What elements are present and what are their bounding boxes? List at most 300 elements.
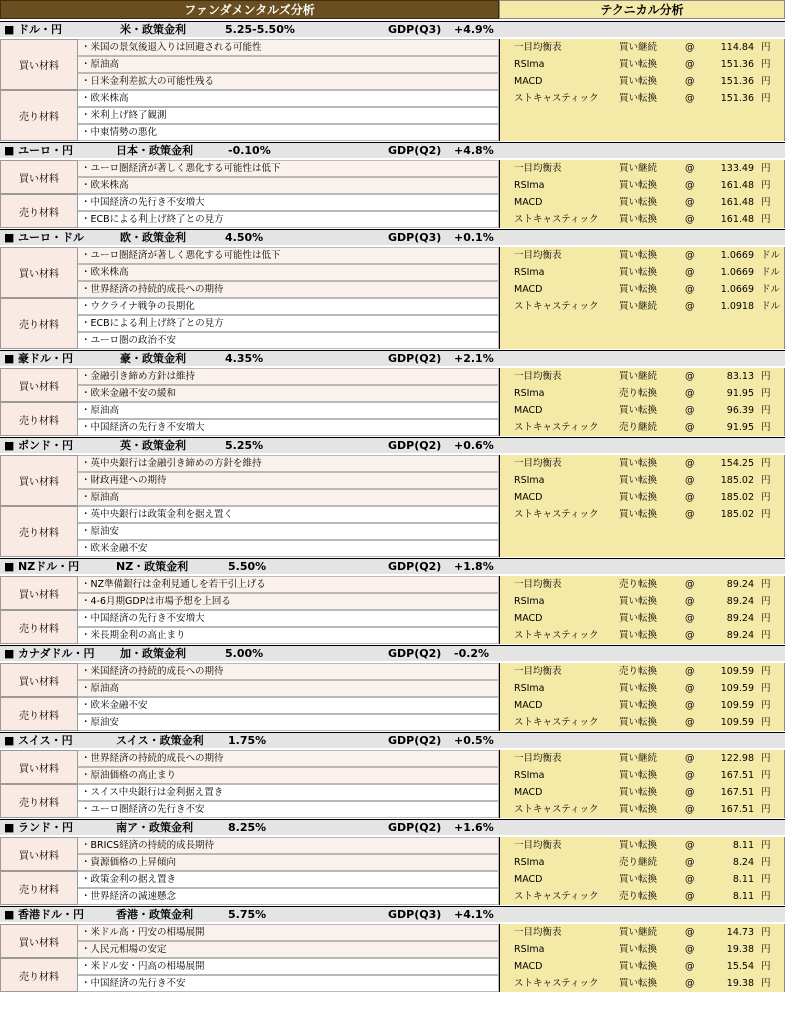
indicator-name: RSIma	[514, 944, 545, 955]
policy-label: 加・政策金利	[120, 647, 186, 660]
signal-value: 買い転換	[619, 492, 658, 503]
sell-material-item: ・原油安	[78, 523, 499, 540]
indicator-name: MACD	[514, 405, 543, 416]
technical-row	[500, 767, 785, 784]
gdp-label: GDP(Q2)	[388, 734, 442, 747]
pair-name: ランド・円	[18, 821, 73, 834]
buy-material-item: ・原油高	[78, 489, 499, 506]
sell-materials-label: 売り材料	[0, 610, 78, 644]
indicator-name: ストキャスティック	[514, 422, 599, 433]
signal-value: 売り転換	[619, 579, 658, 590]
price-unit: 円	[761, 197, 771, 208]
signal-value: 買い継続	[619, 927, 658, 938]
indicator-name: MACD	[514, 492, 543, 503]
buy-materials-label: 買い材料	[0, 576, 78, 610]
price-value: 89.24	[726, 613, 754, 624]
at-sign: @	[685, 197, 695, 208]
technical-row	[500, 680, 785, 697]
at-sign: @	[685, 163, 695, 174]
signal-value: 買い転換	[619, 770, 658, 781]
pair-name: カナダドル・円	[18, 647, 95, 660]
buy-material-item: ・原油高	[78, 680, 499, 697]
technical-row	[500, 489, 785, 506]
technical-row	[500, 402, 785, 419]
at-sign: @	[685, 579, 695, 590]
pair-title-bar	[0, 819, 785, 835]
indicator-name: ストキャスティック	[514, 214, 599, 225]
signal-value: 買い転換	[619, 874, 658, 885]
at-sign: @	[685, 944, 695, 955]
indicator-name: ストキャスティック	[514, 804, 599, 815]
pair-name: ドル・円	[18, 23, 62, 36]
price-value: 1.0669	[720, 284, 754, 295]
at-sign: @	[685, 301, 695, 312]
indicator-name: ストキャスティック	[514, 630, 599, 641]
technical-panel	[499, 576, 785, 644]
price-unit: 円	[761, 717, 771, 728]
price-unit: 円	[761, 76, 771, 87]
technical-header: テクニカル分析	[499, 0, 785, 19]
at-sign: @	[685, 630, 695, 641]
price-value: 19.38	[726, 944, 754, 955]
technical-row	[500, 750, 785, 767]
buy-material-item: ・米国経済の持続的成長への期待	[78, 663, 499, 680]
price-unit: 円	[761, 458, 771, 469]
policy-rate: 8.25%	[228, 821, 267, 834]
pair-name: ユーロ・円	[18, 144, 73, 157]
technical-panel	[499, 39, 785, 141]
indicator-name: MACD	[514, 700, 543, 711]
at-sign: @	[685, 666, 695, 677]
policy-label: 豪・政策金利	[120, 352, 186, 365]
buy-material-item: ・資源価格の上昇傾向	[78, 854, 499, 871]
price-unit: 円	[761, 214, 771, 225]
price-value: 185.02	[720, 492, 754, 503]
sell-material-item: ・中国経済の先行き不安増大	[78, 419, 499, 436]
price-unit: ドル	[761, 267, 781, 278]
technical-row	[500, 281, 785, 298]
signal-value: 買い継続	[619, 42, 658, 53]
indicator-name: 一目均衡表	[514, 42, 562, 53]
indicator-name: ストキャスティック	[514, 301, 599, 312]
signal-value: 買い転換	[619, 944, 658, 955]
sell-materials-label: 売り材料	[0, 784, 78, 818]
policy-label: 南ア・政策金利	[116, 821, 193, 834]
policy-label: 日本・政策金利	[116, 144, 193, 157]
price-value: 15.54	[726, 961, 754, 972]
signal-value: 売り継続	[619, 857, 658, 868]
at-sign: @	[685, 284, 695, 295]
pair-title-bar	[0, 645, 785, 661]
indicator-name: ストキャスティック	[514, 978, 599, 989]
signal-value: 買い継続	[619, 371, 658, 382]
buy-material-item: ・欧米株高	[78, 177, 499, 194]
at-sign: @	[685, 700, 695, 711]
price-value: 91.95	[726, 388, 754, 399]
gdp-label: GDP(Q2)	[388, 144, 442, 157]
indicator-name: 一目均衡表	[514, 163, 562, 174]
price-value: 8.11	[732, 874, 754, 885]
indicator-name: MACD	[514, 874, 543, 885]
signal-value: 買い転換	[619, 59, 658, 70]
policy-rate: -0.10%	[228, 144, 271, 157]
technical-row	[500, 90, 785, 107]
buy-material-item: ・世界経済の持続的成長への期待	[78, 750, 499, 767]
at-sign: @	[685, 717, 695, 728]
technical-row	[500, 247, 785, 264]
price-value: 154.25	[720, 458, 754, 469]
technical-row	[500, 160, 785, 177]
price-value: 8.11	[732, 840, 754, 851]
sell-material-item: ・ECBによる利上げ終了との見方	[78, 211, 499, 228]
pair-name: スイス・円	[18, 734, 73, 747]
technical-row	[500, 298, 785, 315]
price-unit: 円	[761, 388, 771, 399]
marker-icon: ■	[4, 23, 15, 36]
signal-value: 買い転換	[619, 961, 658, 972]
gdp-label: GDP(Q2)	[388, 352, 442, 365]
indicator-name: RSIma	[514, 180, 545, 191]
pair-title-bar	[0, 21, 785, 37]
pair-title-bar	[0, 142, 785, 158]
pair-name: ポンド・円	[18, 439, 73, 452]
technical-row	[500, 385, 785, 402]
technical-row	[500, 56, 785, 73]
at-sign: @	[685, 596, 695, 607]
marker-icon: ■	[4, 647, 15, 660]
price-unit: 円	[761, 405, 771, 416]
price-value: 167.51	[720, 804, 754, 815]
indicator-name: RSIma	[514, 857, 545, 868]
technical-panel	[499, 247, 785, 349]
gdp-value: +4.9%	[454, 23, 494, 36]
price-unit: 円	[761, 596, 771, 607]
price-unit: 円	[761, 613, 771, 624]
technical-row	[500, 368, 785, 385]
marker-icon: ■	[4, 231, 15, 244]
indicator-name: MACD	[514, 787, 543, 798]
buy-material-item: ・ユーロ圏経済が著しく悪化する可能性は低下	[78, 160, 499, 177]
indicator-name: 一目均衡表	[514, 371, 562, 382]
gdp-value: +2.1%	[454, 352, 494, 365]
sell-materials-label: 売り材料	[0, 90, 78, 141]
at-sign: @	[685, 961, 695, 972]
gdp-label: GDP(Q3)	[388, 908, 442, 921]
at-sign: @	[685, 492, 695, 503]
buy-material-item: ・人民元相場の安定	[78, 941, 499, 958]
price-unit: ドル	[761, 250, 781, 261]
at-sign: @	[685, 93, 695, 104]
price-unit: 円	[761, 475, 771, 486]
technical-row	[500, 39, 785, 56]
policy-label: 欧・政策金利	[120, 231, 186, 244]
policy-rate: 5.75%	[228, 908, 267, 921]
indicator-name: RSIma	[514, 596, 545, 607]
indicator-name: 一目均衡表	[514, 579, 562, 590]
signal-value: 買い転換	[619, 509, 658, 520]
technical-row	[500, 975, 785, 992]
at-sign: @	[685, 874, 695, 885]
signal-value: 買い転換	[619, 683, 658, 694]
marker-icon: ■	[4, 439, 15, 452]
price-value: 89.24	[726, 630, 754, 641]
buy-material-item: ・米国の景気後退入りは回避される可能性	[78, 39, 499, 56]
indicator-name: 一目均衡表	[514, 927, 562, 938]
sell-materials-label: 売り材料	[0, 194, 78, 228]
technical-row	[500, 697, 785, 714]
technical-panel	[499, 663, 785, 731]
policy-rate: 4.50%	[225, 231, 264, 244]
gdp-value: +4.1%	[454, 908, 494, 921]
policy-label: 英・政策金利	[120, 439, 186, 452]
at-sign: @	[685, 76, 695, 87]
signal-value: 買い転換	[619, 458, 658, 469]
pair-name: ユーロ・ドル	[18, 231, 84, 244]
gdp-value: +0.1%	[454, 231, 494, 244]
policy-rate: 4.35%	[225, 352, 264, 365]
price-unit: ドル	[761, 284, 781, 295]
signal-value: 買い転換	[619, 76, 658, 87]
technical-row	[500, 714, 785, 731]
indicator-name: ストキャスティック	[514, 891, 599, 902]
sell-material-item: ・中国経済の先行き不安増大	[78, 610, 499, 627]
pair-title-bar	[0, 350, 785, 366]
signal-value: 買い転換	[619, 630, 658, 641]
signal-value: 買い転換	[619, 596, 658, 607]
at-sign: @	[685, 787, 695, 798]
price-unit: 円	[761, 492, 771, 503]
sell-materials-label: 売り材料	[0, 402, 78, 436]
technical-row	[500, 610, 785, 627]
gdp-value: +4.8%	[454, 144, 494, 157]
policy-rate: 1.75%	[228, 734, 267, 747]
buy-material-item: ・米ドル高・円安の相場展開	[78, 924, 499, 941]
price-unit: 円	[761, 371, 771, 382]
sell-material-item: ・世界経済の減速懸念	[78, 888, 499, 905]
signal-value: 買い転換	[619, 787, 658, 798]
at-sign: @	[685, 978, 695, 989]
buy-material-item: ・4-6月期GDPは市場予想を上回る	[78, 593, 499, 610]
price-value: 91.95	[726, 422, 754, 433]
price-unit: 円	[761, 753, 771, 764]
indicator-name: ストキャスティック	[514, 93, 599, 104]
at-sign: @	[685, 857, 695, 868]
buy-materials-label: 買い材料	[0, 160, 78, 194]
indicator-name: 一目均衡表	[514, 666, 562, 677]
buy-materials-label: 買い材料	[0, 924, 78, 958]
at-sign: @	[685, 509, 695, 520]
gdp-value: +1.6%	[454, 821, 494, 834]
buy-materials-label: 買い材料	[0, 750, 78, 784]
at-sign: @	[685, 753, 695, 764]
at-sign: @	[685, 840, 695, 851]
gdp-value: -0.2%	[454, 647, 490, 660]
buy-materials-label: 買い材料	[0, 455, 78, 506]
indicator-name: ストキャスティック	[514, 717, 599, 728]
signal-value: 買い転換	[619, 214, 658, 225]
indicator-name: RSIma	[514, 59, 545, 70]
price-value: 109.59	[720, 666, 754, 677]
technical-panel	[499, 924, 785, 992]
price-value: 114.84	[720, 42, 754, 53]
price-value: 109.59	[720, 700, 754, 711]
indicator-name: 一目均衡表	[514, 250, 562, 261]
price-unit: 円	[761, 59, 771, 70]
indicator-name: RSIma	[514, 388, 545, 399]
indicator-name: RSIma	[514, 683, 545, 694]
price-unit: 円	[761, 509, 771, 520]
price-unit: 円	[761, 630, 771, 641]
sell-material-item: ・欧米株高	[78, 90, 499, 107]
price-value: 167.51	[720, 787, 754, 798]
gdp-value: +1.8%	[454, 560, 494, 573]
price-unit: 円	[761, 927, 771, 938]
at-sign: @	[685, 388, 695, 399]
marker-icon: ■	[4, 144, 15, 157]
sell-material-item: ・原油安	[78, 714, 499, 731]
price-unit: 円	[761, 874, 771, 885]
price-unit: 円	[761, 42, 771, 53]
sell-material-item: ・スイス中央銀行は金利据え置き	[78, 784, 499, 801]
technical-row	[500, 576, 785, 593]
gdp-value: +0.5%	[454, 734, 494, 747]
at-sign: @	[685, 180, 695, 191]
technical-row	[500, 194, 785, 211]
gdp-label: GDP(Q3)	[388, 231, 442, 244]
policy-rate: 5.25-5.50%	[225, 23, 295, 36]
signal-value: 売り転換	[619, 891, 658, 902]
price-unit: 円	[761, 978, 771, 989]
indicator-name: MACD	[514, 197, 543, 208]
at-sign: @	[685, 683, 695, 694]
policy-rate: 5.00%	[225, 647, 264, 660]
buy-materials-label: 買い材料	[0, 39, 78, 90]
price-unit: ドル	[761, 301, 781, 312]
sell-material-item: ・欧米金融不安	[78, 540, 499, 557]
price-unit: 円	[761, 579, 771, 590]
policy-label: スイス・政策金利	[116, 734, 204, 747]
technical-row	[500, 177, 785, 194]
marker-icon: ■	[4, 560, 15, 573]
technical-panel	[499, 750, 785, 818]
pair-name: 香港ドル・円	[18, 908, 84, 921]
price-value: 133.49	[720, 163, 754, 174]
signal-value: 買い転換	[619, 978, 658, 989]
price-unit: 円	[761, 961, 771, 972]
sell-materials-label: 売り材料	[0, 697, 78, 731]
marker-icon: ■	[4, 821, 15, 834]
signal-value: 買い転換	[619, 180, 658, 191]
technical-row	[500, 663, 785, 680]
sell-materials-label: 売り材料	[0, 506, 78, 557]
price-value: 122.98	[720, 753, 754, 764]
sell-material-item: ・米利上げ終了観測	[78, 107, 499, 124]
technical-row	[500, 627, 785, 644]
signal-value: 買い転換	[619, 700, 658, 711]
buy-material-item: ・ユーロ圏経済が著しく悪化する可能性は低下	[78, 247, 499, 264]
policy-label: NZ・政策金利	[116, 560, 189, 573]
at-sign: @	[685, 214, 695, 225]
sell-material-item: ・中国経済の先行き不安	[78, 975, 499, 992]
technical-panel	[499, 368, 785, 436]
buy-material-item: ・日米金利差拡大の可能性残る	[78, 73, 499, 90]
sell-material-item: ・中国経済の先行き不安増大	[78, 194, 499, 211]
price-value: 109.59	[720, 683, 754, 694]
sell-material-item: ・米ドル安・円高の相場展開	[78, 958, 499, 975]
technical-row	[500, 837, 785, 854]
signal-value: 売り継続	[619, 422, 658, 433]
pair-name: 豪ドル・円	[18, 352, 73, 365]
signal-value: 売り転換	[619, 666, 658, 677]
price-value: 89.24	[726, 596, 754, 607]
price-value: 89.24	[726, 579, 754, 590]
technical-row	[500, 264, 785, 281]
price-unit: 円	[761, 840, 771, 851]
indicator-name: 一目均衡表	[514, 753, 562, 764]
at-sign: @	[685, 804, 695, 815]
gdp-label: GDP(Q2)	[388, 647, 442, 660]
technical-row	[500, 784, 785, 801]
price-unit: 円	[761, 683, 771, 694]
price-value: 161.48	[720, 180, 754, 191]
signal-value: 買い転換	[619, 613, 658, 624]
buy-materials-label: 買い材料	[0, 247, 78, 298]
signal-value: 買い転換	[619, 717, 658, 728]
gdp-label: GDP(Q2)	[388, 439, 442, 452]
sell-material-item: ・ECBによる利上げ終了との見方	[78, 315, 499, 332]
technical-row	[500, 924, 785, 941]
price-value: 109.59	[720, 717, 754, 728]
price-unit: 円	[761, 804, 771, 815]
indicator-name: 一目均衡表	[514, 458, 562, 469]
at-sign: @	[685, 770, 695, 781]
buy-materials-label: 買い材料	[0, 837, 78, 871]
technical-row	[500, 506, 785, 523]
signal-value: 買い継続	[619, 163, 658, 174]
buy-materials-label: 買い材料	[0, 663, 78, 697]
price-unit: 円	[761, 857, 771, 868]
technical-row	[500, 871, 785, 888]
pair-name: NZドル・円	[18, 560, 80, 573]
sell-materials-label: 売り材料	[0, 298, 78, 349]
technical-row	[500, 472, 785, 489]
buy-materials-label: 買い材料	[0, 368, 78, 402]
signal-value: 買い転換	[619, 840, 658, 851]
technical-row	[500, 854, 785, 871]
price-value: 14.73	[726, 927, 754, 938]
buy-material-item: ・BRICS経済の持続的成長期待	[78, 837, 499, 854]
technical-row	[500, 941, 785, 958]
sell-material-item: ・ユーロ圏経済の先行き不安	[78, 801, 499, 818]
price-value: 8.11	[732, 891, 754, 902]
price-unit: 円	[761, 163, 771, 174]
price-unit: 円	[761, 93, 771, 104]
sell-material-item: ・政策金利の据え置き	[78, 871, 499, 888]
at-sign: @	[685, 458, 695, 469]
sell-material-item: ・英中央銀行は政策金利を据え置く	[78, 506, 499, 523]
price-unit: 円	[761, 666, 771, 677]
buy-material-item: ・原油高	[78, 56, 499, 73]
price-unit: 円	[761, 700, 771, 711]
price-value: 96.39	[726, 405, 754, 416]
buy-material-item: ・金融引き締め方針は維持	[78, 368, 499, 385]
price-unit: 円	[761, 180, 771, 191]
indicator-name: RSIma	[514, 770, 545, 781]
indicator-name: MACD	[514, 76, 543, 87]
signal-value: 買い継続	[619, 301, 658, 312]
technical-row	[500, 593, 785, 610]
indicator-name: MACD	[514, 961, 543, 972]
